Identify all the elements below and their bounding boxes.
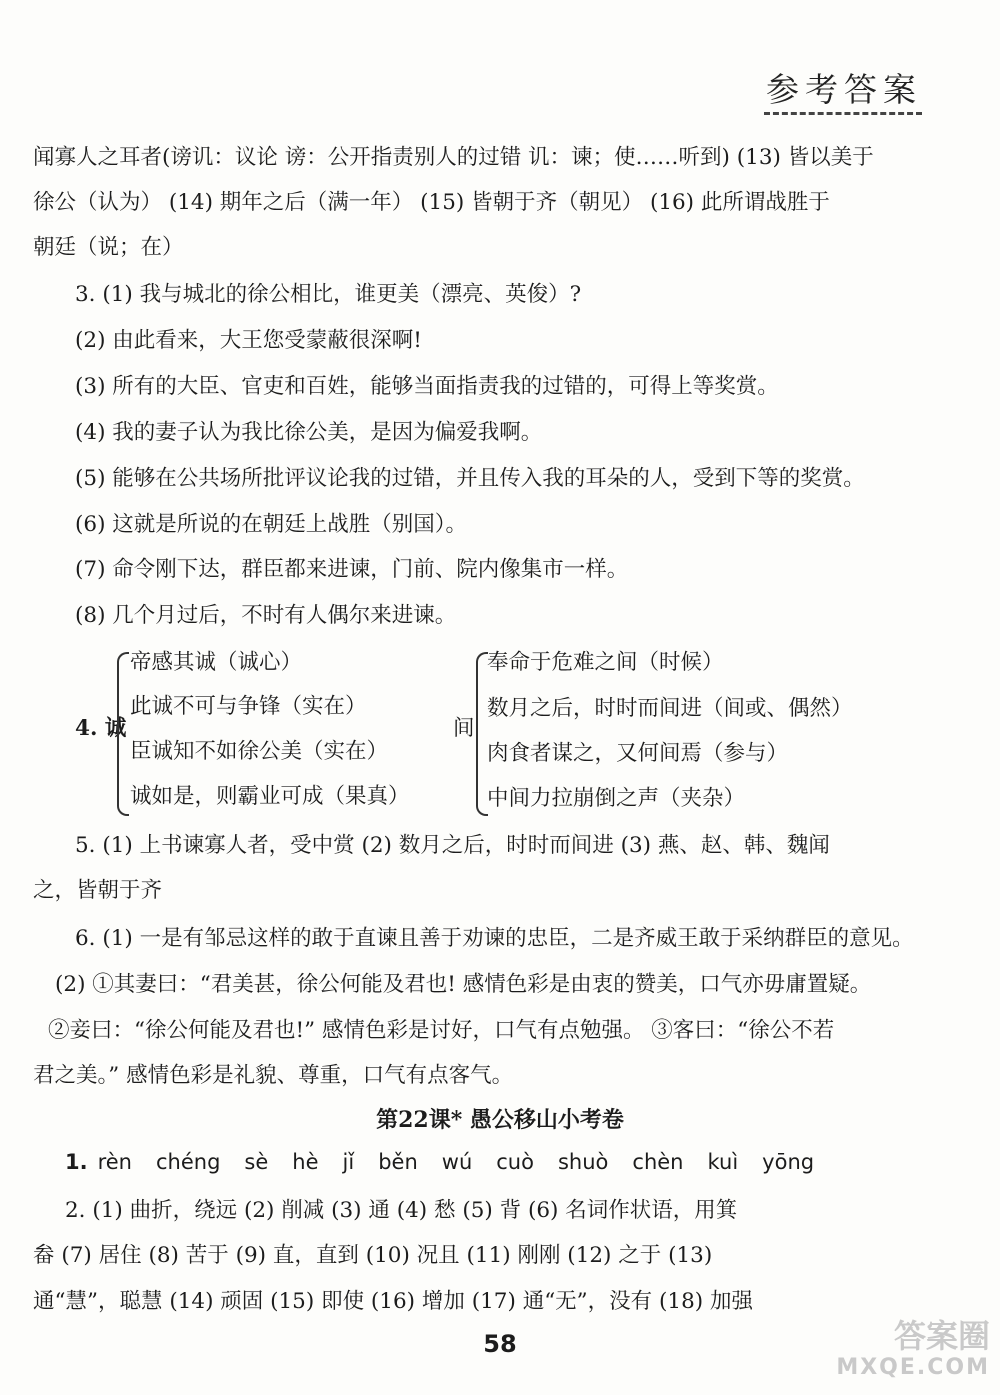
text-line: (8) 几个月过后，不时有人偶尔来进谏。 [75, 603, 457, 628]
text-line: ②妾曰：“徐公何能及君也!” 感情色彩是讨好，口气有点勉强。 ③客曰：“徐公不若 [48, 1018, 835, 1043]
q4-right-item: 奉命于危难之间（时候） [487, 650, 724, 675]
text-line: (5) 能够在公共场所批评议论我的过错，并且传入我的耳朵的人，受到下等的奖赏。 [75, 466, 865, 491]
text-line: (3) 所有的大臣、官吏和百姓，能够当面指责我的过错的，可得上等奖赏。 [75, 374, 779, 399]
q4-left-item: 此诚不可与争锋（实在） [130, 694, 367, 719]
q4-left-item: 帝感其诚（诚心） [130, 650, 303, 675]
watermark-bottom: MXQE.COM [836, 1355, 990, 1380]
text-line: 6. (1) 一是有邹忌这样的敢于直谏且善于劝谏的忠臣，二是齐威王敢于采纳群臣的意见。 [75, 926, 914, 951]
pinyin-item: kuì [707, 1150, 739, 1174]
q4-mid-label: 间 [453, 716, 475, 741]
header-rule [764, 112, 922, 115]
pinyin-item: chéng [156, 1150, 221, 1174]
pinyin-item: shuò [557, 1150, 609, 1174]
pinyin-item: sè [244, 1150, 269, 1174]
text-line: (6) 这就是所说的在朝廷上战胜（别国）。 [75, 512, 468, 537]
text-line: 畚 (7) 居住 (8) 苦于 (9) 直，直到 (10) 况且 (11) 刚刚 (12) 之于 (13) [33, 1243, 713, 1268]
header-title: 参考答案 [766, 70, 922, 109]
text-line: 5. (1) 上书谏寡人者，受中赏 (2) 数月之后，时时而间进 (3) 燕、赵、韩、魏闻 [75, 833, 830, 858]
text-line: (4) 我的妻子认为我比徐公美，是因为偏爱我啊。 [75, 420, 543, 445]
watermark-top: 答案圈 [893, 1317, 990, 1355]
text-line: 闻寡人之耳者(谤讥：议论 谤：公开指责别人的过错 讥：谏；使……听到) (13) 皆以美于 [33, 145, 874, 170]
pinyin-item: hè [292, 1150, 319, 1174]
text-line: (7) 命令刚下达，群臣都来进谏，门前、院内像集市一样。 [75, 557, 629, 582]
text-line: 徐公（认为） (14) 期年之后（满一年） (15) 皆朝于齐（朝见） (16) 此所谓战胜于 [33, 190, 830, 215]
pinyin-item: yōng [762, 1150, 815, 1174]
q4-right-item: 肉食者谋之，又何间焉（参与） [487, 741, 789, 766]
text-line: (2) ①其妻曰：“君美甚，徐公何能及君也! 感情色彩是由衷的赞美，口气亦毋庸置疑。 [55, 972, 872, 997]
q4-left-item: 诚如是，则霸业可成（果真） [130, 784, 410, 809]
text-line: 朝廷（说；在） [33, 235, 184, 260]
pinyin-item: cuò [496, 1150, 534, 1174]
pinyin-item: jǐ [342, 1150, 355, 1174]
page-number: 58 [483, 1330, 517, 1358]
q4-right-item: 中间力拉崩倒之声（夹杂） [487, 786, 746, 811]
q4-left-item: 臣诚知不如徐公美（实在） [130, 739, 389, 764]
watermark [800, 1317, 990, 1387]
lesson-title: 第22课* 愚公移山小考卷 [376, 1107, 624, 1133]
text-line: 君之美。” 感情色彩是礼貌、尊重，口气有点客气。 [33, 1063, 514, 1088]
q4-right-item: 数月之后，时时而间进（间或、偶然） [487, 696, 853, 721]
pinyin-label: 1. [65, 1150, 88, 1174]
pinyin-item: rèn [97, 1150, 132, 1174]
text-line: (2) 由此看来，大王您受蒙蔽很深啊! [75, 328, 422, 353]
left-brace [117, 652, 129, 816]
pinyin-item: běn [378, 1150, 418, 1174]
pinyin-item: chèn [632, 1150, 684, 1174]
text-line: 2. (1) 曲折，绕远 (2) 削减 (3) 通 (4) 愁 (5) 背 (6) 名词作状语，用箕 [65, 1198, 738, 1223]
pinyin-item: wú [441, 1150, 473, 1174]
text-line: 通“慧”，聪慧 (14) 顽固 (15) 即使 (16) 增加 (17) 通“无”，没有 (18) 加强 [33, 1289, 753, 1314]
pinyin-row [65, 1150, 814, 1174]
text-line: 之，皆朝于齐 [33, 878, 163, 903]
q4-label: 4. 诚 [75, 716, 127, 741]
text-line: 3. (1) 我与城北的徐公相比，谁更美（漂亮、英俊）? [75, 282, 582, 307]
